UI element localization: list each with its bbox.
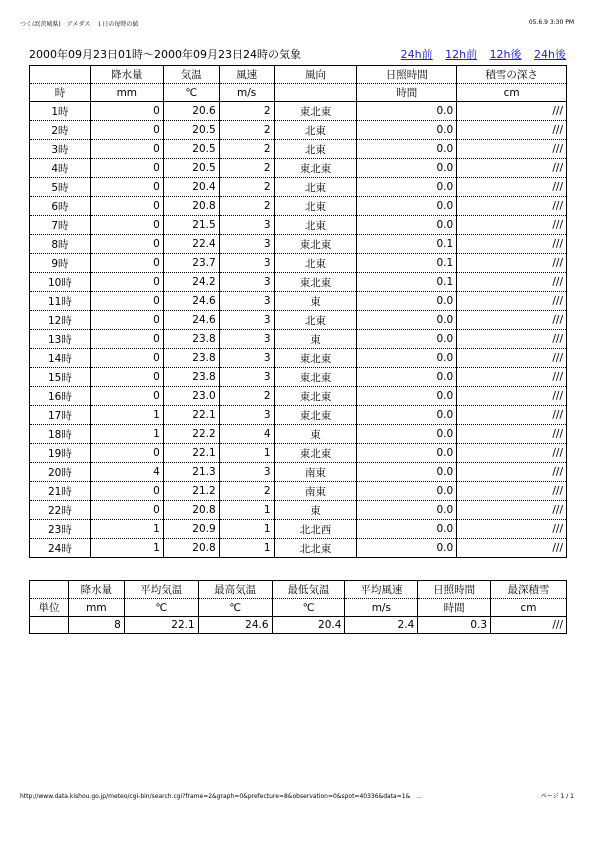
page-title: 2000年09月23日01時～2000年09月23日24時の気象 <box>29 48 301 61</box>
cell-sunshine: 0.0 <box>357 178 457 197</box>
cell-wind-speed: 3 <box>219 254 274 273</box>
cell-sunshine: 0.0 <box>357 140 457 159</box>
cell-precipitation: 0 <box>90 121 163 140</box>
cell-hour: 24時 <box>30 539 91 558</box>
cell-precipitation: 1 <box>90 406 163 425</box>
cell-temperature: 22.2 <box>163 425 219 444</box>
summary-header-max-snow: 最深積雪 <box>491 581 567 599</box>
cell-wind-speed: 2 <box>219 178 274 197</box>
cell-precipitation: 0 <box>90 197 163 216</box>
cell-wind-speed: 2 <box>219 159 274 178</box>
table-row <box>30 159 567 178</box>
cell-wind-direction: 北東 <box>274 254 357 273</box>
cell-sunshine: 0.0 <box>357 463 457 482</box>
cell-wind-direction: 北東 <box>274 216 357 235</box>
cell-sunshine: 0.0 <box>357 482 457 501</box>
cell-precipitation: 0 <box>90 387 163 406</box>
summary-header-sunshine: 日照時間 <box>418 581 491 599</box>
cell-wind-speed: 2 <box>219 102 274 121</box>
hourly-table-body <box>30 102 567 558</box>
cell-hour: 16時 <box>30 387 91 406</box>
cell-wind-direction: 北北西 <box>274 520 357 539</box>
cell-temperature: 23.8 <box>163 330 219 349</box>
cell-temperature: 22.1 <box>163 444 219 463</box>
cell-precipitation: 4 <box>90 463 163 482</box>
summary-unit-sunshine: 時間 <box>418 599 491 617</box>
cell-temperature: 20.5 <box>163 140 219 159</box>
cell-wind-direction: 北東 <box>274 311 357 330</box>
table-row <box>30 102 567 121</box>
cell-wind-direction: 北東 <box>274 197 357 216</box>
table-row <box>30 197 567 216</box>
cell-temperature: 20.5 <box>163 159 219 178</box>
cell-hour: 12時 <box>30 311 91 330</box>
table-row <box>30 216 567 235</box>
summary-header-blank <box>30 581 69 599</box>
summary-header-max-temp: 最高気温 <box>198 581 272 599</box>
cell-temperature: 20.6 <box>163 102 219 121</box>
cell-precipitation: 1 <box>90 425 163 444</box>
cell-sunshine: 0.0 <box>357 311 457 330</box>
cell-wind-direction: 東 <box>274 425 357 444</box>
cell-wind-speed: 2 <box>219 197 274 216</box>
table-row <box>30 501 567 520</box>
summary-value-sunshine: 0.3 <box>418 617 491 634</box>
cell-sunshine: 0.0 <box>357 216 457 235</box>
time-navigation <box>392 46 566 62</box>
summary-header-avg-wind: 平均風速 <box>345 581 418 599</box>
print-header-datetime: 05.6.9 3:30 PM <box>528 19 574 26</box>
cell-hour: 10時 <box>30 273 91 292</box>
cell-wind-speed: 4 <box>219 425 274 444</box>
cell-hour: 11時 <box>30 292 91 311</box>
cell-snow-depth: /// <box>457 216 567 235</box>
header-wind-direction: 風向 <box>274 66 357 84</box>
cell-temperature: 23.0 <box>163 387 219 406</box>
header-hour-label: 時 <box>30 84 91 102</box>
cell-wind-direction: 東 <box>274 292 357 311</box>
cell-temperature: 20.8 <box>163 197 219 216</box>
print-header-title: つくば(茨城県) アメダス １日の毎時の値 <box>20 21 139 28</box>
cell-sunshine: 0.0 <box>357 539 457 558</box>
cell-snow-depth: /// <box>457 273 567 292</box>
table-row <box>30 292 567 311</box>
cell-wind-direction: 東北東 <box>274 406 357 425</box>
cell-precipitation: 0 <box>90 235 163 254</box>
nav-24h-after-link[interactable]: 24h後 <box>534 48 566 61</box>
cell-hour: 15時 <box>30 368 91 387</box>
header-wind-speed: 風速 <box>219 66 274 84</box>
cell-sunshine: 0.1 <box>357 254 457 273</box>
table-row <box>30 539 567 558</box>
unit-snow-depth: cm <box>457 84 567 102</box>
cell-snow-depth: /// <box>457 368 567 387</box>
print-footer-page: ページ 1 / 1 <box>540 793 574 800</box>
nav-24h-before-link[interactable]: 24h前 <box>400 48 433 61</box>
cell-wind-speed: 3 <box>219 463 274 482</box>
hourly-unit-row <box>30 84 567 102</box>
cell-wind-direction: 南東 <box>274 482 357 501</box>
cell-wind-speed: 3 <box>219 216 274 235</box>
summary-header-min-temp: 最低気温 <box>272 581 345 599</box>
cell-precipitation: 0 <box>90 368 163 387</box>
cell-sunshine: 0.0 <box>357 520 457 539</box>
cell-sunshine: 0.0 <box>357 349 457 368</box>
table-row <box>30 444 567 463</box>
cell-precipitation: 0 <box>90 178 163 197</box>
cell-hour: 7時 <box>30 216 91 235</box>
cell-precipitation: 1 <box>90 520 163 539</box>
summary-unit-precipitation: mm <box>68 599 124 617</box>
summary-header-avg-temp: 平均気温 <box>124 581 198 599</box>
cell-snow-depth: /// <box>457 254 567 273</box>
table-row <box>30 254 567 273</box>
cell-hour: 21時 <box>30 482 91 501</box>
cell-snow-depth: /// <box>457 444 567 463</box>
cell-temperature: 24.6 <box>163 311 219 330</box>
summary-unit-min-temp: ℃ <box>272 599 345 617</box>
cell-sunshine: 0.0 <box>357 102 457 121</box>
cell-snow-depth: /// <box>457 387 567 406</box>
cell-temperature: 20.8 <box>163 501 219 520</box>
cell-wind-speed: 3 <box>219 235 274 254</box>
summary-unit-label: 単位 <box>30 599 69 617</box>
header-hour <box>30 66 91 84</box>
table-row <box>30 349 567 368</box>
cell-wind-direction: 北東 <box>274 140 357 159</box>
cell-precipitation: 0 <box>90 273 163 292</box>
header-precipitation: 降水量 <box>90 66 163 84</box>
cell-hour: 4時 <box>30 159 91 178</box>
unit-wind-speed: m/s <box>219 84 274 102</box>
cell-wind-direction: 東北東 <box>274 159 357 178</box>
cell-hour: 22時 <box>30 501 91 520</box>
cell-precipitation: 0 <box>90 482 163 501</box>
nav-12h-before-link[interactable]: 12h前 <box>445 48 478 61</box>
summary-header-precipitation: 降水量 <box>68 581 124 599</box>
summary-header-row <box>30 581 567 599</box>
cell-wind-speed: 3 <box>219 273 274 292</box>
table-row <box>30 387 567 406</box>
cell-wind-speed: 3 <box>219 349 274 368</box>
cell-hour: 1時 <box>30 102 91 121</box>
cell-snow-depth: /// <box>457 235 567 254</box>
cell-snow-depth: /// <box>457 539 567 558</box>
cell-sunshine: 0.0 <box>357 501 457 520</box>
table-row <box>30 482 567 501</box>
cell-hour: 9時 <box>30 254 91 273</box>
cell-temperature: 21.5 <box>163 216 219 235</box>
summary-value-blank <box>30 617 69 634</box>
cell-wind-direction: 東北東 <box>274 349 357 368</box>
cell-hour: 5時 <box>30 178 91 197</box>
cell-precipitation: 0 <box>90 311 163 330</box>
cell-sunshine: 0.0 <box>357 292 457 311</box>
header-sunshine: 日照時間 <box>357 66 457 84</box>
cell-precipitation: 1 <box>90 539 163 558</box>
cell-precipitation: 0 <box>90 501 163 520</box>
cell-snow-depth: /// <box>457 178 567 197</box>
cell-snow-depth: /// <box>457 197 567 216</box>
cell-precipitation: 0 <box>90 444 163 463</box>
cell-hour: 23時 <box>30 520 91 539</box>
cell-snow-depth: /// <box>457 520 567 539</box>
cell-wind-direction: 東 <box>274 330 357 349</box>
table-row <box>30 425 567 444</box>
table-row <box>30 121 567 140</box>
cell-temperature: 20.8 <box>163 539 219 558</box>
header-snow-depth: 積雪の深さ <box>457 66 567 84</box>
summary-unit-max-snow: cm <box>491 599 567 617</box>
cell-wind-direction: 南東 <box>274 463 357 482</box>
cell-sunshine: 0.0 <box>357 368 457 387</box>
cell-precipitation: 0 <box>90 102 163 121</box>
cell-sunshine: 0.0 <box>357 444 457 463</box>
cell-wind-direction: 北東 <box>274 121 357 140</box>
summary-value-avg-wind: 2.4 <box>345 617 418 634</box>
cell-wind-speed: 1 <box>219 539 274 558</box>
cell-temperature: 20.4 <box>163 178 219 197</box>
cell-hour: 17時 <box>30 406 91 425</box>
cell-wind-direction: 東北東 <box>274 273 357 292</box>
summary-unit-avg-wind: m/s <box>345 599 418 617</box>
cell-wind-speed: 3 <box>219 368 274 387</box>
cell-snow-depth: /// <box>457 425 567 444</box>
cell-hour: 8時 <box>30 235 91 254</box>
cell-wind-speed: 2 <box>219 482 274 501</box>
table-row <box>30 368 567 387</box>
cell-temperature: 20.5 <box>163 121 219 140</box>
cell-sunshine: 0.0 <box>357 121 457 140</box>
cell-temperature: 23.8 <box>163 349 219 368</box>
cell-wind-direction: 東北東 <box>274 444 357 463</box>
cell-wind-direction: 東 <box>274 501 357 520</box>
cell-temperature: 22.4 <box>163 235 219 254</box>
cell-temperature: 24.6 <box>163 292 219 311</box>
table-row <box>30 463 567 482</box>
cell-sunshine: 0.1 <box>357 273 457 292</box>
cell-snow-depth: /// <box>457 482 567 501</box>
cell-wind-speed: 3 <box>219 292 274 311</box>
table-row <box>30 520 567 539</box>
hourly-weather-table <box>29 65 567 558</box>
unit-temperature: ℃ <box>163 84 219 102</box>
cell-precipitation: 0 <box>90 159 163 178</box>
cell-sunshine: 0.0 <box>357 197 457 216</box>
cell-sunshine: 0.0 <box>357 425 457 444</box>
cell-wind-direction: 北北東 <box>274 539 357 558</box>
summary-unit-max-temp: ℃ <box>198 599 272 617</box>
cell-hour: 13時 <box>30 330 91 349</box>
table-row <box>30 311 567 330</box>
cell-snow-depth: /// <box>457 311 567 330</box>
cell-sunshine: 0.0 <box>357 406 457 425</box>
cell-sunshine: 0.0 <box>357 159 457 178</box>
cell-wind-speed: 2 <box>219 140 274 159</box>
cell-hour: 14時 <box>30 349 91 368</box>
table-row <box>30 140 567 159</box>
table-row <box>30 235 567 254</box>
cell-sunshine: 0.0 <box>357 387 457 406</box>
cell-precipitation: 0 <box>90 216 163 235</box>
cell-hour: 18時 <box>30 425 91 444</box>
cell-snow-depth: /// <box>457 406 567 425</box>
hourly-header-row <box>30 66 567 84</box>
table-row <box>30 273 567 292</box>
cell-wind-speed: 1 <box>219 501 274 520</box>
cell-hour: 19時 <box>30 444 91 463</box>
cell-precipitation: 0 <box>90 292 163 311</box>
cell-wind-direction: 東北東 <box>274 387 357 406</box>
cell-wind-speed: 2 <box>219 121 274 140</box>
cell-snow-depth: /// <box>457 501 567 520</box>
cell-temperature: 21.3 <box>163 463 219 482</box>
cell-wind-speed: 1 <box>219 520 274 539</box>
cell-snow-depth: /// <box>457 159 567 178</box>
cell-wind-speed: 1 <box>219 444 274 463</box>
summary-unit-avg-temp: ℃ <box>124 599 198 617</box>
nav-12h-after-link[interactable]: 12h後 <box>489 48 522 61</box>
cell-wind-direction: 北東 <box>274 178 357 197</box>
cell-snow-depth: /// <box>457 140 567 159</box>
summary-unit-row <box>30 599 567 617</box>
cell-hour: 3時 <box>30 140 91 159</box>
cell-hour: 2時 <box>30 121 91 140</box>
print-footer-url: http://www.data.kishou.go.jp/meteo/cgi-bin/search.cgi?frame=2&graph=0&prefecture=8&observation=0&spot=40336&data=1& ... <box>20 793 422 800</box>
cell-sunshine: 0.1 <box>357 235 457 254</box>
cell-snow-depth: /// <box>457 121 567 140</box>
cell-precipitation: 0 <box>90 254 163 273</box>
table-row <box>30 406 567 425</box>
cell-wind-speed: 2 <box>219 387 274 406</box>
cell-wind-speed: 3 <box>219 406 274 425</box>
summary-value-max-snow: /// <box>491 617 567 634</box>
cell-snow-depth: /// <box>457 292 567 311</box>
table-row <box>30 178 567 197</box>
cell-wind-speed: 3 <box>219 311 274 330</box>
cell-temperature: 21.2 <box>163 482 219 501</box>
cell-wind-direction: 東北東 <box>274 102 357 121</box>
cell-wind-direction: 東北東 <box>274 235 357 254</box>
cell-snow-depth: /// <box>457 349 567 368</box>
cell-precipitation: 0 <box>90 349 163 368</box>
cell-wind-speed: 3 <box>219 330 274 349</box>
cell-temperature: 20.9 <box>163 520 219 539</box>
cell-hour: 20時 <box>30 463 91 482</box>
table-row <box>30 330 567 349</box>
cell-snow-depth: /// <box>457 463 567 482</box>
cell-precipitation: 0 <box>90 330 163 349</box>
cell-temperature: 23.7 <box>163 254 219 273</box>
cell-sunshine: 0.0 <box>357 330 457 349</box>
unit-wind-direction <box>274 84 357 102</box>
cell-snow-depth: /// <box>457 102 567 121</box>
summary-value-min-temp: 20.4 <box>272 617 345 634</box>
unit-precipitation: mm <box>90 84 163 102</box>
cell-snow-depth: /// <box>457 330 567 349</box>
cell-temperature: 23.8 <box>163 368 219 387</box>
summary-value-max-temp: 24.6 <box>198 617 272 634</box>
summary-table <box>29 580 567 634</box>
cell-temperature: 24.2 <box>163 273 219 292</box>
cell-wind-direction: 東北東 <box>274 368 357 387</box>
summary-value-avg-temp: 22.1 <box>124 617 198 634</box>
cell-temperature: 22.1 <box>163 406 219 425</box>
summary-value-row <box>30 617 567 634</box>
summary-value-precipitation: 8 <box>68 617 124 634</box>
header-temperature: 気温 <box>163 66 219 84</box>
cell-hour: 6時 <box>30 197 91 216</box>
cell-precipitation: 0 <box>90 140 163 159</box>
unit-sunshine: 時間 <box>357 84 457 102</box>
